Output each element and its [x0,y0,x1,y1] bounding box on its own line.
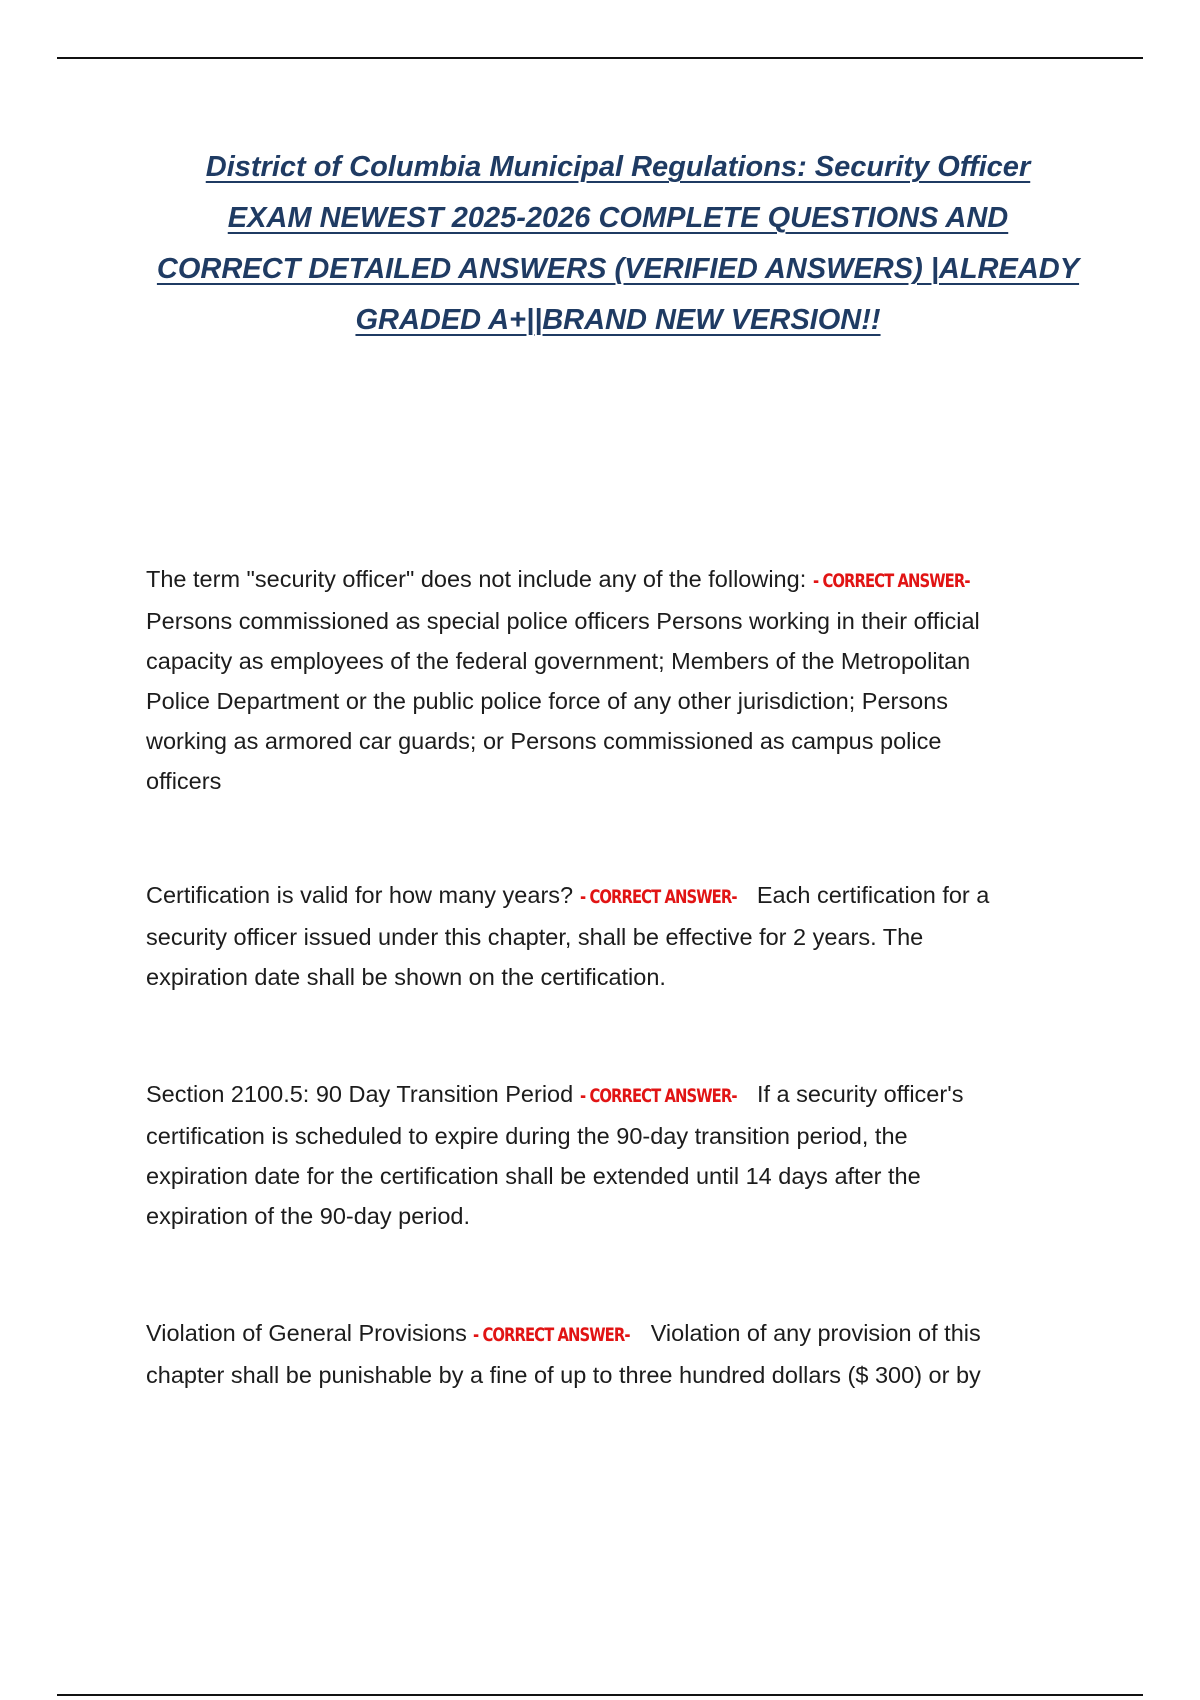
qa-entry [146,875,1096,997]
correct-answer-marker: - CORRECT ANSWER- [473,1324,631,1346]
question-line [146,1313,1096,1355]
answer-line: expiration of the 90-day period. [146,1203,470,1229]
answer-line: chapter shall be punishable by a fine of up to three hundred dollars ($ 300) or by [146,1362,981,1388]
answer-line: expiration date for the certification shall be extended until 14 days after the [146,1163,921,1189]
answer-line: Police Department or the public police force of any other jurisdiction; Persons [146,688,949,714]
bottom-rule [57,1694,1143,1696]
question-line [146,559,1096,601]
correct-answer-marker: - CORRECT ANSWER- [812,570,970,592]
answer-text: If a security officer's [756,1081,964,1107]
answer-line: expiration date shall be shown on the certification. [146,964,666,990]
qa-entry [146,1313,1096,1395]
title-line: GRADED A+||BRAND NEW VERSION!! [355,304,881,336]
question-text: The term "security officer" does not include any of the following: [146,566,807,592]
answer-line: security officer issued under this chapter, shall be effective for 2 years. The [146,924,924,950]
question-line [146,875,1096,917]
qa-entry [146,1074,1096,1236]
document-title [120,142,1116,346]
answer-line: certification is scheduled to expire during the 90-day transition period, the [146,1123,908,1149]
top-rule [57,57,1143,59]
answer-line: working as armored car guards; or Persons commissioned as campus police [146,728,942,754]
correct-answer-marker: - CORRECT ANSWER- [579,1085,737,1107]
qa-entry [146,559,1096,801]
question-text: Certification is valid for how many years? [146,882,574,908]
correct-answer-marker: - CORRECT ANSWER- [579,886,737,908]
answer-text: Each certification for a [756,882,990,908]
question-text: Section 2100.5: 90 Day Transition Period [146,1081,574,1107]
title-line: District of Columbia Municipal Regulations: Security Officer [205,151,1031,183]
answer-line: Persons commissioned as special police officers Persons working in their official [146,608,980,634]
question-line [146,1074,1096,1116]
answer-line: officers [146,768,222,794]
answer-text: Violation of any provision of this [650,1320,981,1346]
title-line: EXAM NEWEST 2025-2026 COMPLETE QUESTIONS AND [227,202,1009,234]
question-text: Violation of General Provisions [146,1320,467,1346]
answer-line: capacity as employees of the federal government; Members of the Metropolitan [146,648,971,674]
title-line: CORRECT DETAILED ANSWERS (VERIFIED ANSWERS) |ALREADY [156,253,1080,285]
